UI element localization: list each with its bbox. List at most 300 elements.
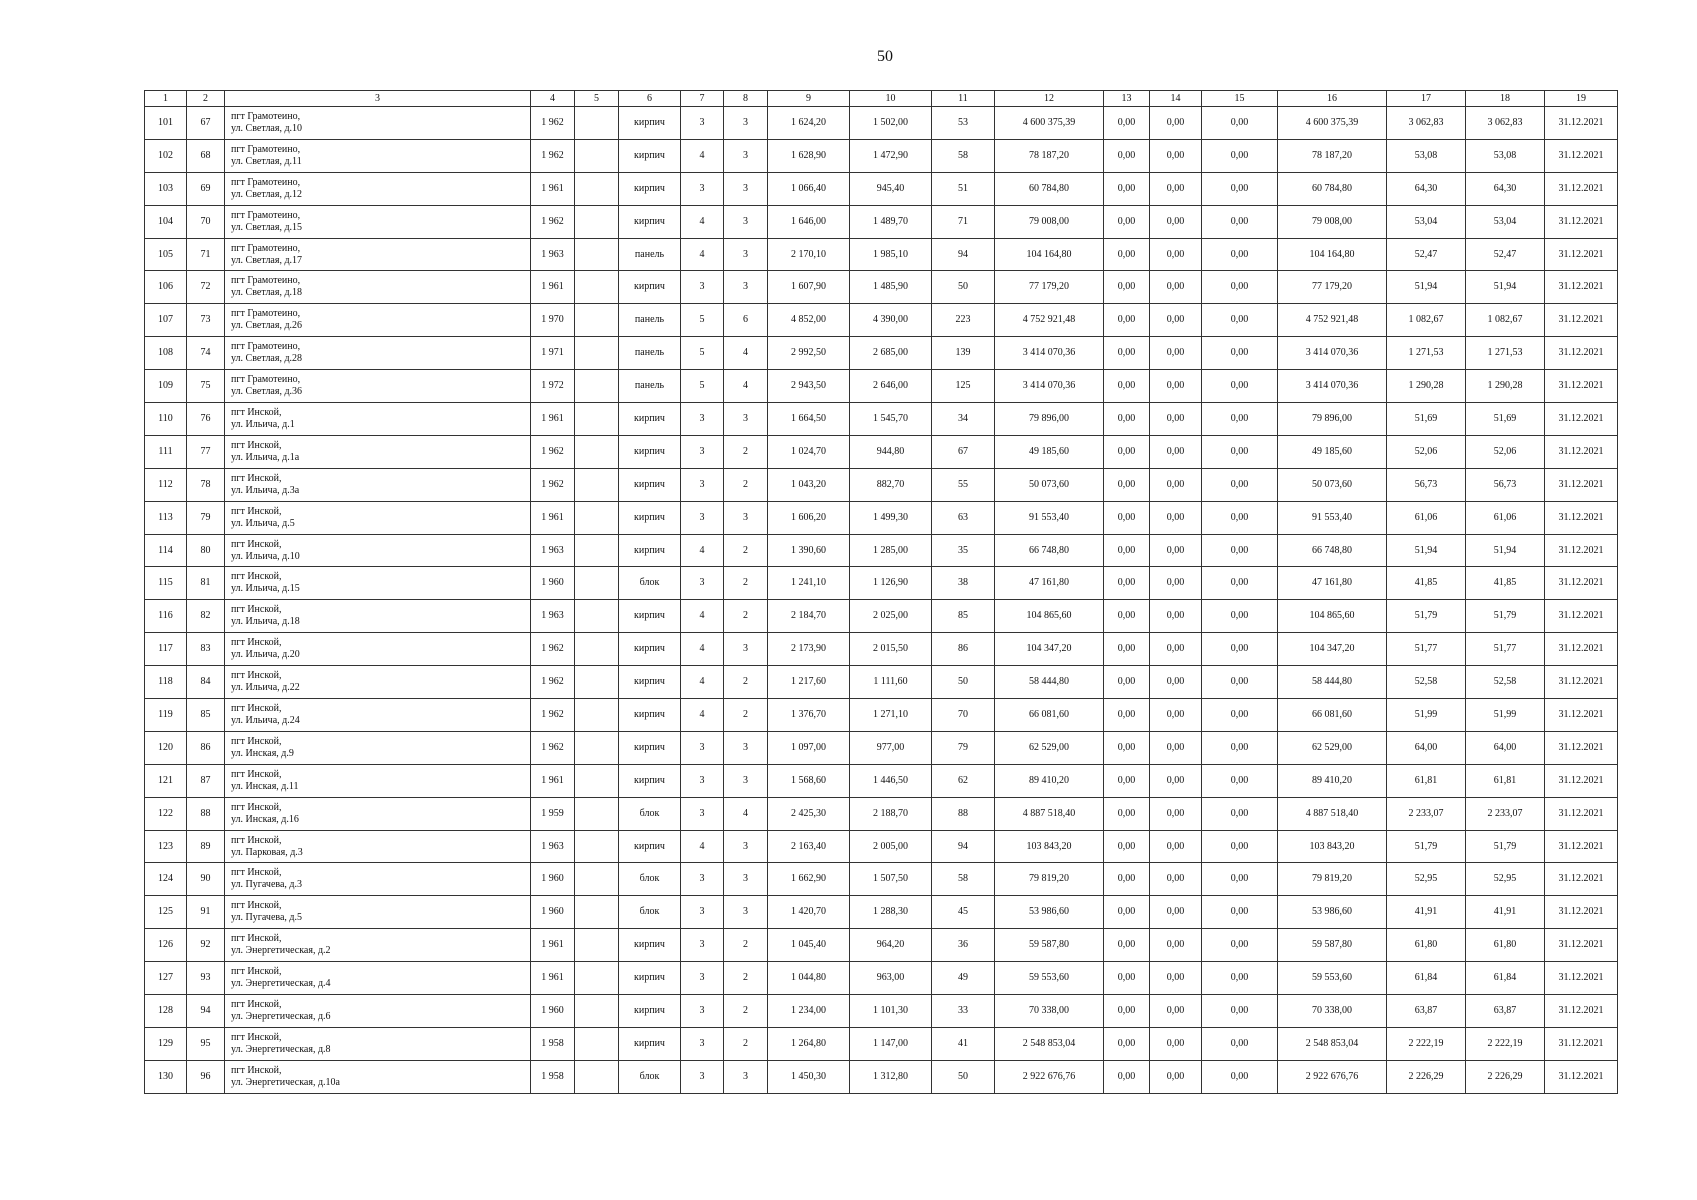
cost-sum-cell: 49 185,60: [1278, 435, 1387, 468]
cost-sum-cell: 50 073,60: [1278, 468, 1387, 501]
entrances-cell: 3: [724, 238, 768, 271]
build-year-cell: 1 960: [531, 995, 575, 1028]
row-sub-number-cell: 78: [187, 468, 225, 501]
cost-total-cell: 4 887 518,40: [995, 797, 1104, 830]
cost-2-cell: 0,00: [1150, 238, 1202, 271]
row-sub-number-cell: 77: [187, 435, 225, 468]
cost-2-cell: 0,00: [1150, 666, 1202, 699]
build-year-cell: 1 962: [531, 666, 575, 699]
floors-cell: 3: [681, 797, 724, 830]
entrances-cell: 3: [724, 830, 768, 863]
row-number-cell: 104: [145, 205, 187, 238]
build-year-cell: 1 962: [531, 731, 575, 764]
cost-per-sqm-cell: 63,87: [1387, 995, 1466, 1028]
floors-cell: 4: [681, 699, 724, 732]
row-sub-number-cell: 72: [187, 271, 225, 304]
wall-material-cell: панель: [619, 337, 681, 370]
cost-3-cell: 0,00: [1202, 534, 1278, 567]
build-year-cell: 1 963: [531, 830, 575, 863]
address-settlement: пгт Инской,: [231, 768, 282, 780]
row-sub-number-cell: 80: [187, 534, 225, 567]
row-sub-number-cell: 92: [187, 929, 225, 962]
deadline-date-cell: 31.12.2021: [1545, 633, 1618, 666]
cost-3-cell: 0,00: [1202, 567, 1278, 600]
cost-per-sqm-cell: 41,85: [1387, 567, 1466, 600]
living-area-cell: 1 288,30: [850, 896, 932, 929]
cost-total-cell: 104 347,20: [995, 633, 1104, 666]
cost-1-cell: 0,00: [1104, 238, 1150, 271]
total-area-cell: 2 170,10: [768, 238, 850, 271]
wall-material-cell: панель: [619, 238, 681, 271]
cost-per-sqm-limit-cell: 51,99: [1466, 699, 1545, 732]
cost-3-cell: 0,00: [1202, 1060, 1278, 1093]
deadline-date-cell: 31.12.2021: [1545, 731, 1618, 764]
residents-cell: 85: [932, 600, 995, 633]
cost-per-sqm-limit-cell: 41,85: [1466, 567, 1545, 600]
cost-3-cell: 0,00: [1202, 1027, 1278, 1060]
living-area-cell: 1 101,30: [850, 995, 932, 1028]
living-area-cell: 1 111,60: [850, 666, 932, 699]
cost-total-cell: 79 896,00: [995, 403, 1104, 436]
address-settlement: пгт Инской,: [231, 834, 282, 846]
cost-total-cell: 89 410,20: [995, 764, 1104, 797]
cost-3-cell: 0,00: [1202, 139, 1278, 172]
cost-2-cell: 0,00: [1150, 633, 1202, 666]
row-sub-number-cell: 89: [187, 830, 225, 863]
address-settlement: пгт Инской,: [231, 735, 282, 747]
empty-cell-cell: [575, 962, 619, 995]
address-street: ул. Пугачева, д.5: [231, 912, 302, 924]
table-row: [145, 567, 1618, 600]
residents-cell: 94: [932, 830, 995, 863]
wall-material-cell: кирпич: [619, 271, 681, 304]
address-street: ул. Ильича, д.20: [231, 649, 300, 661]
empty-cell-cell: [575, 403, 619, 436]
address-settlement: пгт Инской,: [231, 1064, 282, 1076]
cost-1-cell: 0,00: [1104, 863, 1150, 896]
row-number-cell: 115: [145, 567, 187, 600]
cost-2-cell: 0,00: [1150, 337, 1202, 370]
residents-cell: 50: [932, 666, 995, 699]
address-settlement: пгт Инской,: [231, 439, 282, 451]
column-header: 3: [225, 91, 531, 107]
entrances-cell: 3: [724, 205, 768, 238]
row-number-cell: 126: [145, 929, 187, 962]
address-street: ул. Светлая, д.12: [231, 188, 303, 200]
cost-3-cell: 0,00: [1202, 238, 1278, 271]
cost-3-cell: 0,00: [1202, 435, 1278, 468]
total-area-cell: 1 044,80: [768, 962, 850, 995]
row-sub-number-cell: 74: [187, 337, 225, 370]
address-cell: [225, 863, 531, 896]
row-sub-number-cell: 96: [187, 1060, 225, 1093]
cost-per-sqm-cell: 51,94: [1387, 534, 1466, 567]
entrances-cell: 3: [724, 271, 768, 304]
entrances-cell: 2: [724, 1027, 768, 1060]
cost-2-cell: 0,00: [1150, 205, 1202, 238]
empty-cell-cell: [575, 666, 619, 699]
living-area-cell: 1 271,10: [850, 699, 932, 732]
cost-1-cell: 0,00: [1104, 370, 1150, 403]
address-settlement: пгт Инской,: [231, 571, 282, 583]
cost-per-sqm-cell: 51,94: [1387, 271, 1466, 304]
address-cell: [225, 205, 531, 238]
address-street: ул. Ильича, д.22: [231, 682, 300, 694]
floors-cell: 4: [681, 666, 724, 699]
empty-cell-cell: [575, 600, 619, 633]
column-header: 16: [1278, 91, 1387, 107]
cost-sum-cell: 104 347,20: [1278, 633, 1387, 666]
table-row: [145, 666, 1618, 699]
cost-per-sqm-limit-cell: 61,80: [1466, 929, 1545, 962]
floors-cell: 4: [681, 633, 724, 666]
column-header: 19: [1545, 91, 1618, 107]
address-street: ул. Ильича, д.3а: [231, 484, 300, 496]
empty-cell-cell: [575, 501, 619, 534]
row-number-cell: 106: [145, 271, 187, 304]
address-street: ул. Инская, д.16: [231, 813, 299, 825]
cost-1-cell: 0,00: [1104, 337, 1150, 370]
total-area-cell: 1 420,70: [768, 896, 850, 929]
cost-3-cell: 0,00: [1202, 205, 1278, 238]
row-sub-number-cell: 76: [187, 403, 225, 436]
address-street: ул. Ильича, д.1: [231, 418, 295, 430]
deadline-date-cell: 31.12.2021: [1545, 995, 1618, 1028]
build-year-cell: 1 958: [531, 1060, 575, 1093]
cost-per-sqm-cell: 51,79: [1387, 830, 1466, 863]
cost-total-cell: 104 164,80: [995, 238, 1104, 271]
row-sub-number-cell: 85: [187, 699, 225, 732]
address-street: ул. Светлая, д.28: [231, 353, 303, 365]
row-sub-number-cell: 84: [187, 666, 225, 699]
entrances-cell: 2: [724, 929, 768, 962]
row-sub-number-cell: 83: [187, 633, 225, 666]
cost-2-cell: 0,00: [1150, 501, 1202, 534]
address-cell: [225, 567, 531, 600]
empty-cell-cell: [575, 337, 619, 370]
row-number-cell: 107: [145, 304, 187, 337]
cost-total-cell: 62 529,00: [995, 731, 1104, 764]
row-number-cell: 114: [145, 534, 187, 567]
address-cell: [225, 370, 531, 403]
living-area-cell: 1 285,00: [850, 534, 932, 567]
floors-cell: 3: [681, 995, 724, 1028]
table-row: [145, 337, 1618, 370]
cost-1-cell: 0,00: [1104, 896, 1150, 929]
cost-3-cell: 0,00: [1202, 699, 1278, 732]
wall-material-cell: блок: [619, 896, 681, 929]
cost-total-cell: 59 553,60: [995, 962, 1104, 995]
cost-3-cell: 0,00: [1202, 995, 1278, 1028]
row-number-cell: 112: [145, 468, 187, 501]
floors-cell: 4: [681, 238, 724, 271]
cost-1-cell: 0,00: [1104, 172, 1150, 205]
cost-1-cell: 0,00: [1104, 271, 1150, 304]
column-header: 6: [619, 91, 681, 107]
address-street: ул. Светлая, д.10: [231, 122, 303, 134]
cost-2-cell: 0,00: [1150, 567, 1202, 600]
address-cell: [225, 435, 531, 468]
cost-1-cell: 0,00: [1104, 995, 1150, 1028]
cost-total-cell: 4 600 375,39: [995, 107, 1104, 140]
row-number-cell: 125: [145, 896, 187, 929]
residents-cell: 223: [932, 304, 995, 337]
cost-3-cell: 0,00: [1202, 403, 1278, 436]
empty-cell-cell: [575, 929, 619, 962]
cost-per-sqm-cell: 53,08: [1387, 139, 1466, 172]
address-cell: [225, 271, 531, 304]
cost-2-cell: 0,00: [1150, 600, 1202, 633]
cost-1-cell: 0,00: [1104, 534, 1150, 567]
empty-cell-cell: [575, 896, 619, 929]
residents-cell: 58: [932, 863, 995, 896]
cost-per-sqm-cell: 2 222,19: [1387, 1027, 1466, 1060]
cost-2-cell: 0,00: [1150, 304, 1202, 337]
cost-2-cell: 0,00: [1150, 863, 1202, 896]
cost-1-cell: 0,00: [1104, 567, 1150, 600]
cost-2-cell: 0,00: [1150, 731, 1202, 764]
cost-per-sqm-limit-cell: 2 226,29: [1466, 1060, 1545, 1093]
column-header: 14: [1150, 91, 1202, 107]
table-row: [145, 205, 1618, 238]
total-area-cell: 2 425,30: [768, 797, 850, 830]
row-sub-number-cell: 91: [187, 896, 225, 929]
address-settlement: пгт Инской,: [231, 933, 282, 945]
address-cell: [225, 107, 531, 140]
build-year-cell: 1 962: [531, 699, 575, 732]
floors-cell: 3: [681, 468, 724, 501]
address-street: ул. Энергетическая, д.6: [231, 1010, 331, 1022]
address-settlement: пгт Инской,: [231, 637, 282, 649]
floors-cell: 4: [681, 600, 724, 633]
column-header: 5: [575, 91, 619, 107]
build-year-cell: 1 961: [531, 962, 575, 995]
total-area-cell: 1 066,40: [768, 172, 850, 205]
cost-total-cell: 3 414 070,36: [995, 337, 1104, 370]
table-row: [145, 534, 1618, 567]
table-row: [145, 600, 1618, 633]
table-row: [145, 468, 1618, 501]
cost-1-cell: 0,00: [1104, 797, 1150, 830]
cost-3-cell: 0,00: [1202, 600, 1278, 633]
table-row: [145, 172, 1618, 205]
living-area-cell: 2 015,50: [850, 633, 932, 666]
cost-1-cell: 0,00: [1104, 403, 1150, 436]
row-number-cell: 128: [145, 995, 187, 1028]
address-settlement: пгт Грамотеино,: [231, 143, 301, 155]
total-area-cell: 1 376,70: [768, 699, 850, 732]
cost-1-cell: 0,00: [1104, 501, 1150, 534]
cost-3-cell: 0,00: [1202, 666, 1278, 699]
residents-cell: 38: [932, 567, 995, 600]
cost-sum-cell: 47 161,80: [1278, 567, 1387, 600]
total-area-cell: 2 943,50: [768, 370, 850, 403]
address-street: ул. Энергетическая, д.10а: [231, 1076, 340, 1088]
cost-total-cell: 78 187,20: [995, 139, 1104, 172]
living-area-cell: 2 188,70: [850, 797, 932, 830]
cost-per-sqm-cell: 61,80: [1387, 929, 1466, 962]
cost-3-cell: 0,00: [1202, 764, 1278, 797]
deadline-date-cell: 31.12.2021: [1545, 304, 1618, 337]
address-cell: [225, 468, 531, 501]
entrances-cell: 4: [724, 797, 768, 830]
wall-material-cell: кирпич: [619, 501, 681, 534]
row-number-cell: 123: [145, 830, 187, 863]
residents-cell: 79: [932, 731, 995, 764]
address-cell: [225, 1060, 531, 1093]
cost-per-sqm-cell: 61,84: [1387, 962, 1466, 995]
build-year-cell: 1 963: [531, 238, 575, 271]
cost-total-cell: 50 073,60: [995, 468, 1104, 501]
empty-cell-cell: [575, 435, 619, 468]
cost-per-sqm-limit-cell: 51,77: [1466, 633, 1545, 666]
row-number-cell: 111: [145, 435, 187, 468]
residents-cell: 55: [932, 468, 995, 501]
cost-1-cell: 0,00: [1104, 731, 1150, 764]
entrances-cell: 2: [724, 666, 768, 699]
deadline-date-cell: 31.12.2021: [1545, 830, 1618, 863]
row-number-cell: 113: [145, 501, 187, 534]
row-number-cell: 116: [145, 600, 187, 633]
deadline-date-cell: 31.12.2021: [1545, 403, 1618, 436]
wall-material-cell: кирпич: [619, 107, 681, 140]
floors-cell: 3: [681, 929, 724, 962]
address-settlement: пгт Грамотеино,: [231, 374, 301, 386]
cost-sum-cell: 70 338,00: [1278, 995, 1387, 1028]
address-street: ул. Ильича, д.1а: [231, 451, 300, 463]
address-street: ул. Инская, д.11: [231, 780, 299, 792]
wall-material-cell: кирпич: [619, 929, 681, 962]
residents-cell: 49: [932, 962, 995, 995]
address-settlement: пгт Инской,: [231, 801, 282, 813]
address-cell: [225, 534, 531, 567]
wall-material-cell: блок: [619, 863, 681, 896]
row-number-cell: 108: [145, 337, 187, 370]
total-area-cell: 1 628,90: [768, 139, 850, 172]
residents-cell: 86: [932, 633, 995, 666]
cost-total-cell: 58 444,80: [995, 666, 1104, 699]
empty-cell-cell: [575, 1027, 619, 1060]
empty-cell-cell: [575, 863, 619, 896]
column-header: 2: [187, 91, 225, 107]
cost-sum-cell: 4 752 921,48: [1278, 304, 1387, 337]
living-area-cell: 2 025,00: [850, 600, 932, 633]
cost-per-sqm-cell: 1 290,28: [1387, 370, 1466, 403]
cost-per-sqm-limit-cell: 51,79: [1466, 830, 1545, 863]
total-area-cell: 1 606,20: [768, 501, 850, 534]
deadline-date-cell: 31.12.2021: [1545, 435, 1618, 468]
cost-per-sqm-limit-cell: 64,30: [1466, 172, 1545, 205]
address-cell: [225, 962, 531, 995]
empty-cell-cell: [575, 764, 619, 797]
cost-per-sqm-cell: 1 271,53: [1387, 337, 1466, 370]
empty-cell-cell: [575, 699, 619, 732]
address-cell: [225, 337, 531, 370]
address-cell: [225, 633, 531, 666]
address-cell: [225, 501, 531, 534]
address-street: ул. Парковая, д.3: [231, 846, 303, 858]
address-cell: [225, 238, 531, 271]
build-year-cell: 1 961: [531, 271, 575, 304]
total-area-cell: 1 662,90: [768, 863, 850, 896]
residents-cell: 71: [932, 205, 995, 238]
cost-2-cell: 0,00: [1150, 468, 1202, 501]
column-header: 11: [932, 91, 995, 107]
empty-cell-cell: [575, 370, 619, 403]
cost-per-sqm-cell: 51,99: [1387, 699, 1466, 732]
residents-cell: 33: [932, 995, 995, 1028]
cost-sum-cell: 60 784,80: [1278, 172, 1387, 205]
build-year-cell: 1 962: [531, 435, 575, 468]
cost-1-cell: 0,00: [1104, 764, 1150, 797]
build-year-cell: 1 958: [531, 1027, 575, 1060]
row-sub-number-cell: 90: [187, 863, 225, 896]
cost-sum-cell: 66 081,60: [1278, 699, 1387, 732]
floors-cell: 3: [681, 962, 724, 995]
entrances-cell: 3: [724, 764, 768, 797]
total-area-cell: 1 217,60: [768, 666, 850, 699]
wall-material-cell: панель: [619, 370, 681, 403]
entrances-cell: 2: [724, 962, 768, 995]
cost-2-cell: 0,00: [1150, 172, 1202, 205]
living-area-cell: 882,70: [850, 468, 932, 501]
cost-per-sqm-cell: 2 226,29: [1387, 1060, 1466, 1093]
total-area-cell: 1 043,20: [768, 468, 850, 501]
deadline-date-cell: 31.12.2021: [1545, 271, 1618, 304]
residents-cell: 67: [932, 435, 995, 468]
cost-total-cell: 2 922 676,76: [995, 1060, 1104, 1093]
cost-per-sqm-cell: 61,06: [1387, 501, 1466, 534]
floors-cell: 5: [681, 370, 724, 403]
floors-cell: 3: [681, 1027, 724, 1060]
cost-per-sqm-cell: 2 233,07: [1387, 797, 1466, 830]
table-row: [145, 764, 1618, 797]
table-row: [145, 633, 1618, 666]
empty-cell-cell: [575, 633, 619, 666]
build-year-cell: 1 960: [531, 863, 575, 896]
cost-total-cell: 77 179,20: [995, 271, 1104, 304]
cost-2-cell: 0,00: [1150, 107, 1202, 140]
row-sub-number-cell: 88: [187, 797, 225, 830]
cost-sum-cell: 2 548 853,04: [1278, 1027, 1387, 1060]
row-sub-number-cell: 79: [187, 501, 225, 534]
cost-3-cell: 0,00: [1202, 271, 1278, 304]
row-sub-number-cell: 69: [187, 172, 225, 205]
floors-cell: 3: [681, 863, 724, 896]
living-area-cell: 1 499,30: [850, 501, 932, 534]
living-area-cell: 1 312,80: [850, 1060, 932, 1093]
table-row: [145, 699, 1618, 732]
residents-cell: 125: [932, 370, 995, 403]
total-area-cell: 1 264,80: [768, 1027, 850, 1060]
column-header: 7: [681, 91, 724, 107]
floors-cell: 4: [681, 205, 724, 238]
entrances-cell: 2: [724, 995, 768, 1028]
row-number-cell: 121: [145, 764, 187, 797]
address-street: ул. Энергетическая, д.2: [231, 945, 331, 957]
residents-cell: 62: [932, 764, 995, 797]
empty-cell-cell: [575, 995, 619, 1028]
residents-cell: 70: [932, 699, 995, 732]
wall-material-cell: кирпич: [619, 600, 681, 633]
wall-material-cell: кирпич: [619, 403, 681, 436]
cost-sum-cell: 91 553,40: [1278, 501, 1387, 534]
floors-cell: 3: [681, 501, 724, 534]
floors-cell: 3: [681, 896, 724, 929]
table-row: [145, 238, 1618, 271]
table-row: [145, 1060, 1618, 1093]
build-year-cell: 1 962: [531, 633, 575, 666]
